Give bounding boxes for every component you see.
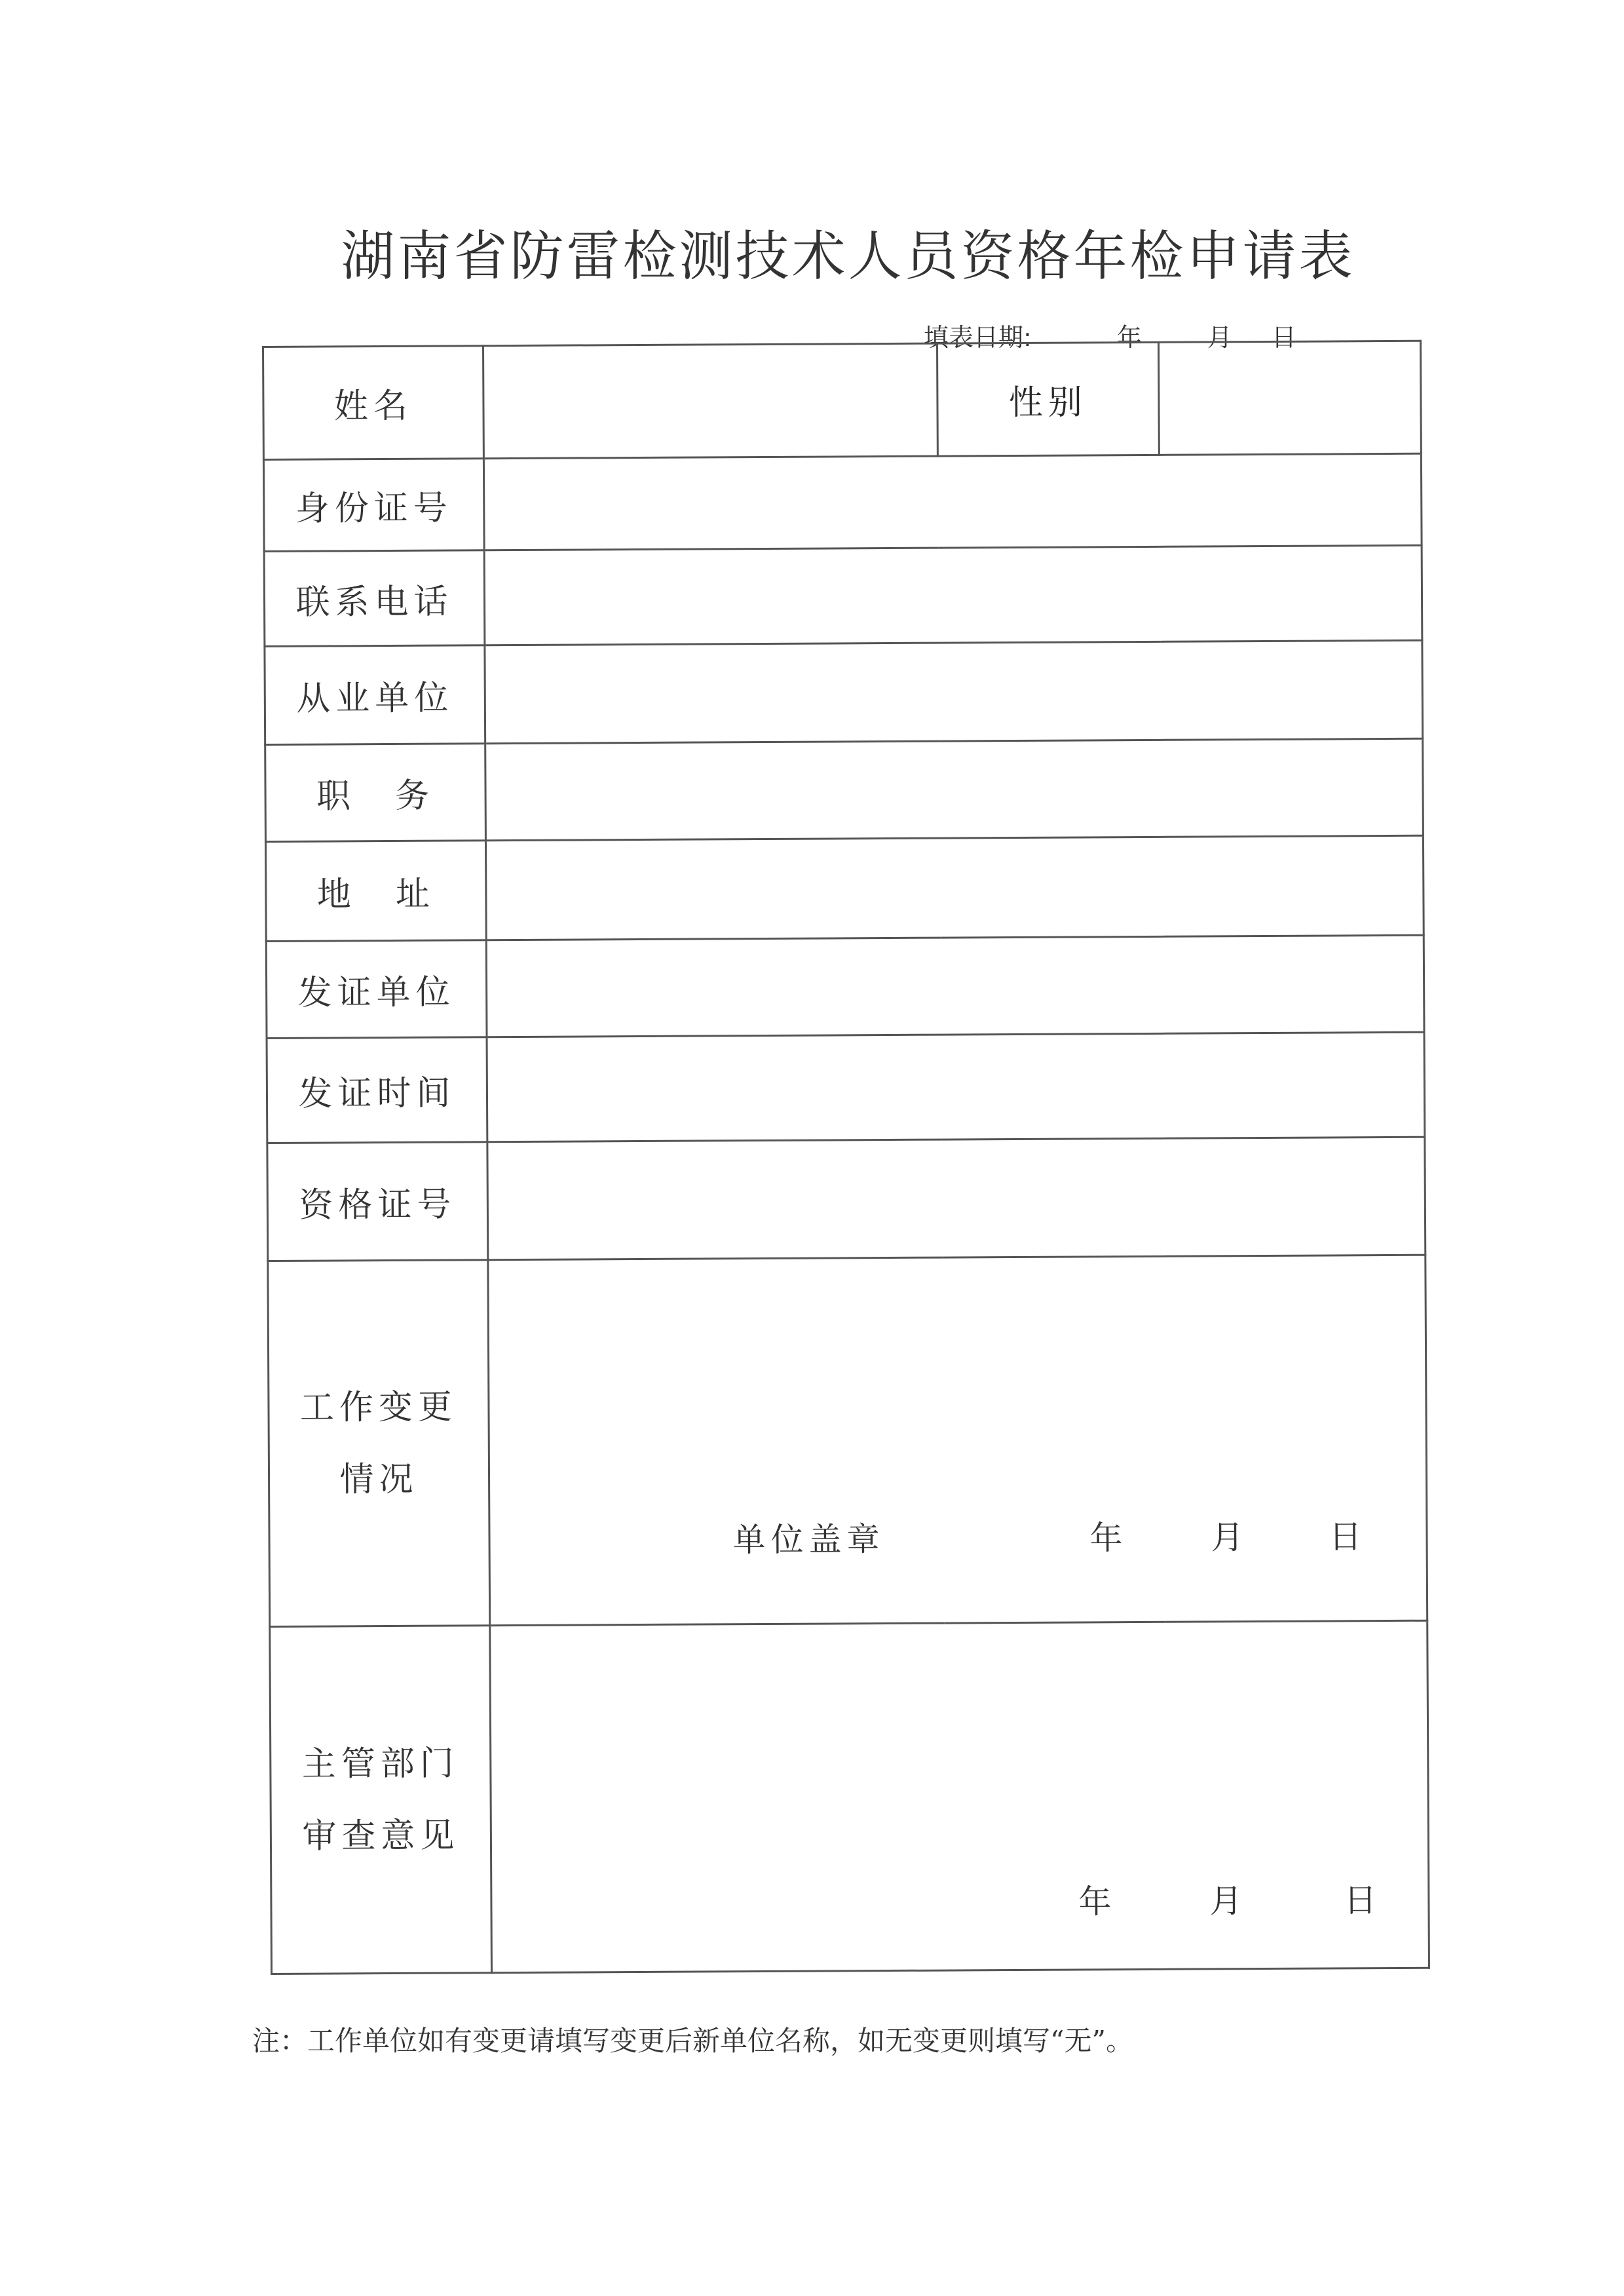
review-year: 年 (1078, 1883, 1112, 1921)
issue-time-field[interactable] (487, 1032, 1425, 1141)
row-issue-time (267, 1032, 1425, 1143)
address-field[interactable] (485, 835, 1424, 940)
label-cert-number: 资格证号 (267, 1142, 488, 1261)
job-change-year: 年 (1089, 1519, 1123, 1558)
gender-field[interactable] (1158, 341, 1421, 455)
review-field[interactable] (490, 1620, 1429, 1972)
row-name (263, 341, 1422, 459)
fill-date-year: 年 (1116, 323, 1142, 352)
row-review (270, 1620, 1429, 1974)
label-gender: 性别 (937, 342, 1159, 456)
name-field[interactable] (483, 343, 938, 459)
fill-date-day: 日 (1271, 323, 1296, 352)
position-field[interactable] (485, 738, 1424, 840)
label-name: 姓名 (263, 346, 484, 460)
phone-field[interactable] (484, 545, 1422, 645)
label-review: 主管部门 审查意见 (270, 1626, 492, 1974)
label-issuer: 发证单位 (266, 940, 487, 1039)
label-address: 地 址 (265, 841, 486, 942)
application-form-table (262, 340, 1430, 1975)
job-change-day: 日 (1329, 1518, 1362, 1556)
row-cert-number (267, 1137, 1426, 1261)
issuer-field[interactable] (486, 935, 1424, 1037)
footnote: 注：工作单位如有变更请填写变更后新单位名称，如无变更则填写“无”。 (252, 2025, 1133, 2057)
job-change-month: 月 (1211, 1518, 1244, 1557)
cert-number-field[interactable] (487, 1137, 1426, 1259)
label-position: 职 务 (265, 744, 486, 842)
row-id-number (263, 453, 1422, 551)
label-job-change: 工作变更 情况 (268, 1260, 490, 1627)
unit-seal-label: 单位盖章 (732, 1520, 885, 1559)
fill-date-month: 月 (1207, 323, 1232, 352)
row-address (265, 835, 1424, 941)
row-issuer (266, 935, 1424, 1038)
label-id-number: 身份证号 (263, 459, 484, 552)
label-phone: 联系电话 (264, 550, 485, 647)
employer-field[interactable] (485, 640, 1423, 743)
row-employer (265, 640, 1423, 744)
label-issue-time: 发证时间 (267, 1037, 487, 1143)
job-change-field[interactable] (488, 1255, 1427, 1625)
review-day: 日 (1344, 1881, 1377, 1920)
label-employer: 从业单位 (265, 645, 485, 745)
row-position (265, 738, 1424, 841)
review-month: 月 (1209, 1882, 1243, 1921)
form-title: 湖南省防雷检测技术人员资格年检申请表 (341, 225, 1355, 288)
row-phone (264, 545, 1422, 646)
fill-date-label: 填表日期: (924, 323, 1032, 352)
id-number-field[interactable] (483, 453, 1422, 550)
row-job-change (268, 1255, 1427, 1626)
